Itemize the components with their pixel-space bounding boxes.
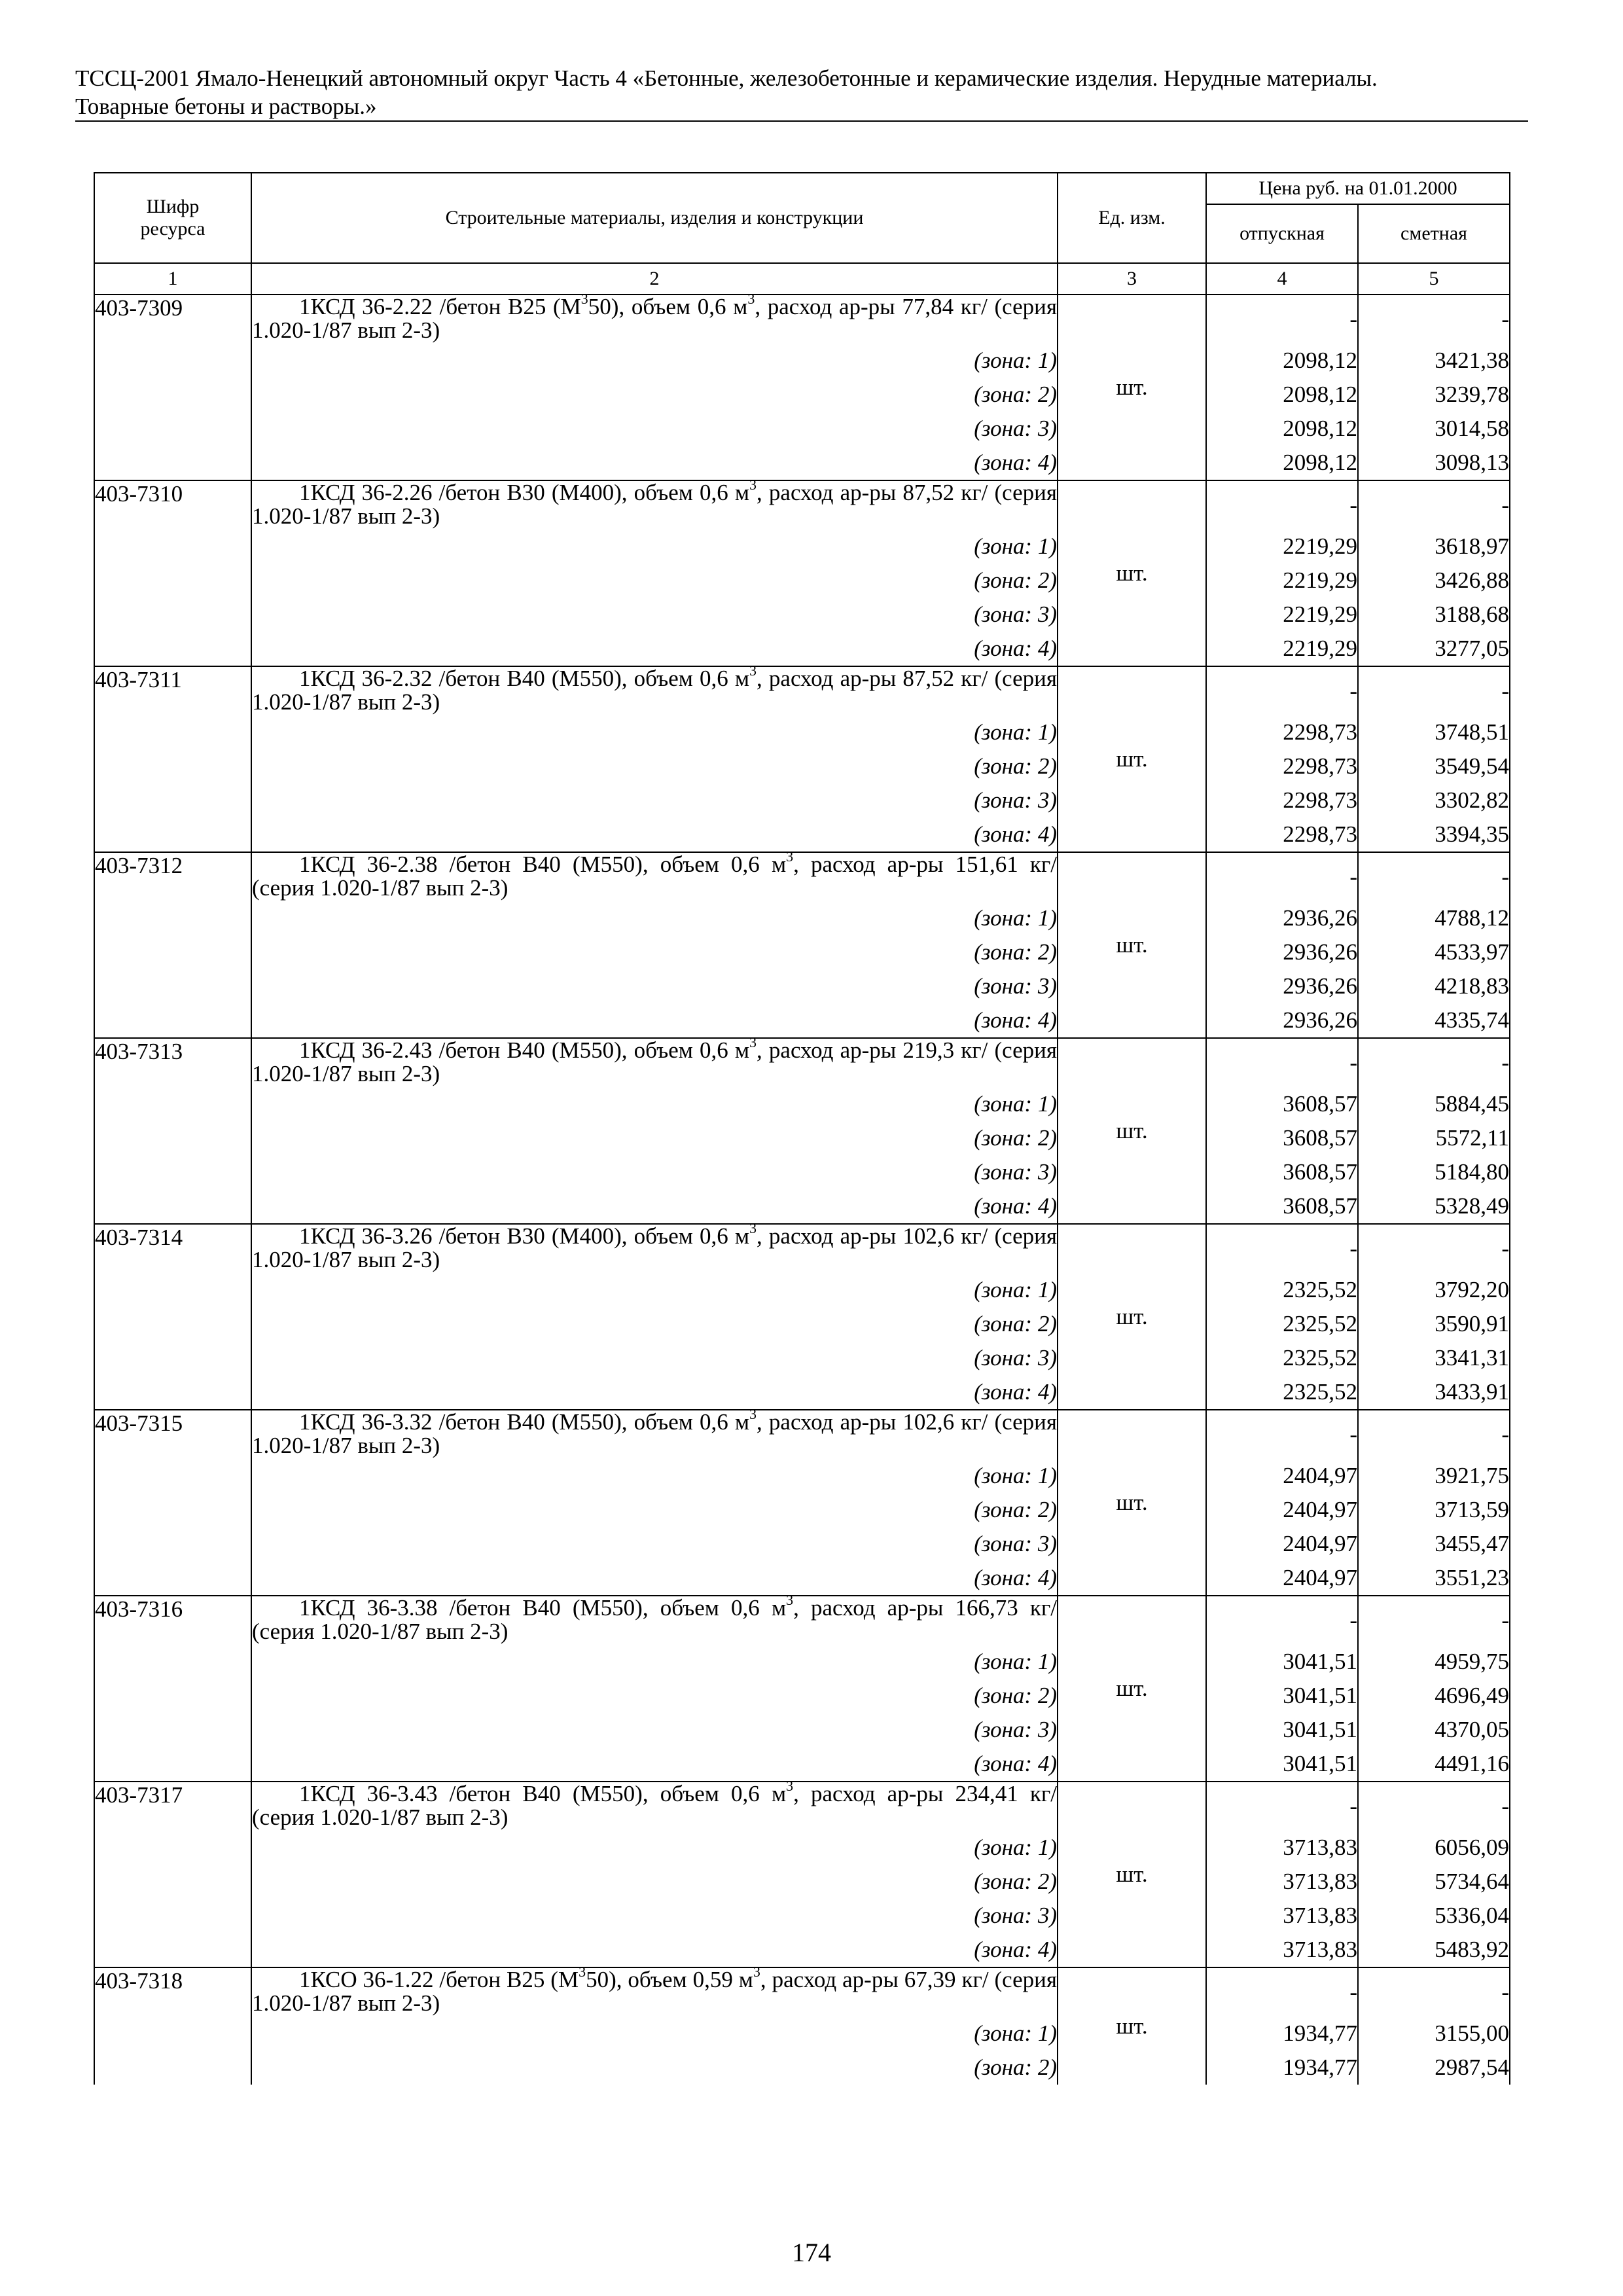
resource-code: 403-7317: [94, 1782, 251, 1967]
description-part-a: 1КСД 36-2.32 /бетон В40 (М550), объем 0,6 м: [299, 666, 750, 691]
zone-row: [94, 564, 1510, 598]
zone-label: (зона: 4): [251, 1003, 1058, 1038]
zone-estimate-price: 3014,58: [1358, 412, 1510, 446]
estimate-price: -: [1358, 1782, 1510, 1831]
zone-estimate-price: 4788,12: [1358, 901, 1510, 935]
zone-estimate-price: 5328,49: [1358, 1189, 1510, 1224]
zone-release-price: 2404,97: [1206, 1561, 1358, 1596]
zone-estimate-price: 3239,78: [1358, 378, 1510, 412]
zone-estimate-price: 3551,23: [1358, 1561, 1510, 1596]
zone-row: [94, 935, 1510, 969]
table-row: [94, 295, 1510, 344]
col-unit-header: Ед. изм.: [1058, 173, 1206, 263]
zone-estimate-price: 4335,74: [1358, 1003, 1510, 1038]
zone-row: [94, 378, 1510, 412]
superscript-a: 3: [786, 848, 794, 865]
zone-estimate-price: 3277,05: [1358, 632, 1510, 666]
col-number-3: 3: [1058, 263, 1206, 295]
zone-row: [94, 412, 1510, 446]
release-price: -: [1206, 480, 1358, 529]
zone-label: (зона: 2): [251, 1865, 1058, 1899]
resource-code: 403-7312: [94, 852, 251, 1038]
description-part-b: 50), объем 0,6 м: [588, 294, 748, 319]
zone-row: [94, 1341, 1510, 1375]
release-price: -: [1206, 1410, 1358, 1459]
zone-estimate-price: 3713,59: [1358, 1493, 1510, 1527]
zone-row: [94, 1899, 1510, 1933]
resource-code: 403-7318: [94, 1967, 251, 2085]
zone-estimate-price: 5884,45: [1358, 1087, 1510, 1121]
zone-label: (зона: 2): [251, 378, 1058, 412]
zone-estimate-price: 3792,20: [1358, 1273, 1510, 1307]
zone-label: (зона: 3): [251, 1341, 1058, 1375]
zone-release-price: 3608,57: [1206, 1087, 1358, 1121]
zone-estimate-price: 2987,54: [1358, 2051, 1510, 2085]
superscript-a: 3: [749, 1406, 757, 1423]
description-part-b: , расход ар-ры 151,61 кг/ (серия 1.020-1/87 вып 2-3): [252, 852, 1057, 901]
zone-label: (зона: 1): [251, 715, 1058, 749]
zone-release-price: 3041,51: [1206, 1679, 1358, 1713]
zone-label: (зона: 1): [251, 1459, 1058, 1493]
zone-estimate-price: 3155,00: [1358, 2017, 1510, 2051]
zone-release-price: 3713,83: [1206, 1865, 1358, 1899]
zone-row: [94, 1527, 1510, 1561]
unit-cell: шт.: [1058, 1967, 1206, 2085]
zone-release-price: 3041,51: [1206, 1713, 1358, 1747]
zone-release-price: 1934,77: [1206, 2017, 1358, 2051]
superscript-a: 3: [580, 291, 588, 308]
zone-release-price: 1934,77: [1206, 2051, 1358, 2085]
unit-cell: шт.: [1058, 480, 1206, 666]
resource-code: 403-7311: [94, 666, 251, 852]
resource-code: 403-7313: [94, 1038, 251, 1224]
zone-release-price: 3713,83: [1206, 1899, 1358, 1933]
zone-row: [94, 1155, 1510, 1189]
zone-release-price: 3713,83: [1206, 1831, 1358, 1865]
zone-row: [94, 1003, 1510, 1038]
zone-row: [94, 1189, 1510, 1224]
resource-code: 403-7315: [94, 1410, 251, 1596]
zone-label: (зона: 4): [251, 1561, 1058, 1596]
resource-code: 403-7309: [94, 295, 251, 480]
zone-release-price: 2219,29: [1206, 564, 1358, 598]
table-row: [94, 666, 1510, 715]
table-row: [94, 480, 1510, 529]
item-description: [251, 1406, 1058, 1459]
zone-release-price: 3608,57: [1206, 1121, 1358, 1155]
zone-estimate-price: 3921,75: [1358, 1459, 1510, 1493]
zone-row: [94, 1307, 1510, 1341]
zone-row: [94, 446, 1510, 480]
zone-row: [94, 2017, 1510, 2051]
zone-release-price: 2404,97: [1206, 1493, 1358, 1527]
header-line-1: ТССЦ-2001 Ямало-Ненецкий автономный округ Часть 4 «Бетонные, железобетонные и керамические изделия. Нерудные материалы.: [75, 65, 1378, 91]
zone-release-price: 2298,73: [1206, 715, 1358, 749]
zone-row: [94, 715, 1510, 749]
zone-estimate-price: 3433,91: [1358, 1375, 1510, 1410]
table-header: [94, 173, 1510, 295]
zone-row: [94, 1493, 1510, 1527]
zone-label: (зона: 2): [251, 749, 1058, 783]
zone-label: (зона: 2): [251, 935, 1058, 969]
zone-release-price: 2098,12: [1206, 412, 1358, 446]
zone-estimate-price: 3618,97: [1358, 529, 1510, 564]
zone-estimate-price: 3590,91: [1358, 1307, 1510, 1341]
zone-label: (зона: 1): [251, 901, 1058, 935]
table-row: [94, 1410, 1510, 1459]
estimate-price: -: [1358, 1967, 1510, 2017]
zone-release-price: 3608,57: [1206, 1189, 1358, 1224]
header-rule: [75, 120, 1528, 122]
zone-release-price: 2936,26: [1206, 901, 1358, 935]
zone-row: [94, 344, 1510, 378]
zone-estimate-price: 4491,16: [1358, 1747, 1510, 1782]
unit-cell: шт.: [1058, 852, 1206, 1038]
zone-label: (зона: 2): [251, 1121, 1058, 1155]
zone-label: (зона: 2): [251, 1493, 1058, 1527]
zone-estimate-price: 3394,35: [1358, 817, 1510, 852]
zone-estimate-price: 5184,80: [1358, 1155, 1510, 1189]
estimate-price: -: [1358, 1596, 1510, 1645]
superscript-b: 3: [747, 291, 755, 308]
zone-label: (зона: 2): [251, 564, 1058, 598]
price-table: [94, 172, 1510, 2085]
zone-estimate-price: 3748,51: [1358, 715, 1510, 749]
zone-estimate-price: 4218,83: [1358, 969, 1510, 1003]
zone-label: (зона: 1): [251, 1645, 1058, 1679]
zone-label: (зона: 4): [251, 1375, 1058, 1410]
zone-label: (зона: 1): [251, 2017, 1058, 2051]
col-estimate-header: сметная: [1358, 204, 1510, 263]
superscript-a: 3: [749, 476, 757, 493]
col-number-5: 5: [1358, 263, 1510, 295]
superscript-a: 3: [786, 1592, 794, 1609]
zone-row: [94, 1933, 1510, 1967]
estimate-price: -: [1358, 852, 1510, 901]
description-part-b: , расход ар-ры 87,52 кг/ (серия 1.020-1/87 вып 2-3): [252, 480, 1057, 529]
zone-estimate-price: 3549,54: [1358, 749, 1510, 783]
item-description: [251, 1964, 1058, 2017]
release-price: -: [1206, 1224, 1358, 1273]
unit-cell: шт.: [1058, 1410, 1206, 1596]
table-row: [94, 1038, 1510, 1087]
col-code-header: Шифр ресурса: [94, 173, 251, 263]
zone-estimate-price: 4696,49: [1358, 1679, 1510, 1713]
table-row: [94, 1967, 1510, 2017]
zone-label: (зона: 3): [251, 969, 1058, 1003]
estimate-price: -: [1358, 666, 1510, 715]
col-price-header: Цена руб. на 01.01.2000: [1206, 173, 1510, 204]
description-part-b: , расход ар-ры 102,6 кг/ (серия 1.020-1/87 вып 2-3): [252, 1223, 1057, 1272]
description-part-a: 1КСД 36-2.38 /бетон В40 (М550), объем 0,6 м: [299, 852, 787, 877]
description-part-c: , расход ар-ры 77,84 кг/ (серия 1.020-1/87 вып 2-3): [252, 294, 1057, 343]
zone-release-price: 2098,12: [1206, 344, 1358, 378]
zone-label: (зона: 1): [251, 1273, 1058, 1307]
zone-release-price: 2098,12: [1206, 378, 1358, 412]
zone-label: (зона: 1): [251, 1087, 1058, 1121]
zone-release-price: 2936,26: [1206, 935, 1358, 969]
zone-label: (зона: 1): [251, 529, 1058, 564]
zone-release-price: 3608,57: [1206, 1155, 1358, 1189]
zone-estimate-price: 4959,75: [1358, 1645, 1510, 1679]
zone-estimate-price: 3302,82: [1358, 783, 1510, 817]
zone-release-price: 2936,26: [1206, 969, 1358, 1003]
description-part-a: 1КСД 36-2.26 /бетон В30 (М400), объем 0,6 м: [299, 480, 750, 505]
unit-cell: шт.: [1058, 1224, 1206, 1410]
table-row: [94, 1224, 1510, 1273]
zone-row: [94, 969, 1510, 1003]
item-description: [251, 662, 1058, 715]
description-part-a: 1КСД 36-3.32 /бетон В40 (М550), объем 0,6 м: [299, 1409, 750, 1435]
release-price: -: [1206, 666, 1358, 715]
zone-row: [94, 529, 1510, 564]
zone-release-price: 2325,52: [1206, 1341, 1358, 1375]
estimate-price: -: [1358, 1224, 1510, 1273]
zone-label: (зона: 3): [251, 783, 1058, 817]
zone-release-price: 2219,29: [1206, 632, 1358, 666]
superscript-a: 3: [749, 1034, 757, 1051]
zone-release-price: 2404,97: [1206, 1527, 1358, 1561]
zone-estimate-price: 3341,31: [1358, 1341, 1510, 1375]
zone-row: [94, 632, 1510, 666]
description-part-b: 50), объем 0,59 м: [586, 1967, 753, 1992]
estimate-price: -: [1358, 295, 1510, 344]
zone-label: (зона: 2): [251, 1307, 1058, 1341]
zone-row: [94, 901, 1510, 935]
zone-release-price: 2936,26: [1206, 1003, 1358, 1038]
zone-release-price: 2298,73: [1206, 783, 1358, 817]
zone-label: (зона: 3): [251, 598, 1058, 632]
description-part-b: , расход ар-ры 219,3 кг/ (серия 1.020-1/87 вып 2-3): [252, 1037, 1057, 1086]
col-number-1: 1: [94, 263, 251, 295]
release-price: -: [1206, 1782, 1358, 1831]
zone-label: (зона: 1): [251, 1831, 1058, 1865]
zone-row: [94, 1865, 1510, 1899]
description-part-b: , расход ар-ры 102,6 кг/ (серия 1.020-1/87 вып 2-3): [252, 1409, 1057, 1458]
zone-estimate-price: 3421,38: [1358, 344, 1510, 378]
zone-row: [94, 1087, 1510, 1121]
zone-estimate-price: 5734,64: [1358, 1865, 1510, 1899]
zone-row: [94, 749, 1510, 783]
col-number-2: 2: [251, 263, 1058, 295]
page-number: 174: [792, 2238, 831, 2267]
unit-cell: шт.: [1058, 666, 1206, 852]
resource-code: 403-7310: [94, 480, 251, 666]
zone-row: [94, 2051, 1510, 2085]
zone-release-price: 2325,52: [1206, 1375, 1358, 1410]
zone-row: [94, 598, 1510, 632]
zone-estimate-price: 3098,13: [1358, 446, 1510, 480]
zone-release-price: 3041,51: [1206, 1747, 1358, 1782]
zone-row: [94, 1747, 1510, 1782]
release-price: -: [1206, 1967, 1358, 2017]
column-numbers-row: [94, 263, 1510, 295]
col-number-4: 4: [1206, 263, 1358, 295]
table-body: [94, 291, 1510, 2085]
zone-estimate-price: 5572,11: [1358, 1121, 1510, 1155]
table-row: [94, 1596, 1510, 1645]
description-part-a: 1КСД 36-3.38 /бетон В40 (М550), объем 0,6 м: [299, 1595, 787, 1621]
zone-row: [94, 1679, 1510, 1713]
zone-row: [94, 1121, 1510, 1155]
header-line-2: Товарные бетоны и растворы.»: [75, 94, 377, 119]
table-row: [94, 852, 1510, 901]
zone-release-price: 2325,52: [1206, 1273, 1358, 1307]
description-part-b: , расход ар-ры 87,52 кг/ (серия 1.020-1/87 вып 2-3): [252, 666, 1057, 715]
zone-label: (зона: 3): [251, 1155, 1058, 1189]
zone-row: [94, 1459, 1510, 1493]
unit-cell: шт.: [1058, 1782, 1206, 1967]
zone-estimate-price: 4370,05: [1358, 1713, 1510, 1747]
zone-label: (зона: 4): [251, 1747, 1058, 1782]
resource-code: 403-7314: [94, 1224, 251, 1410]
item-description: [251, 1592, 1058, 1645]
zone-estimate-price: 6056,09: [1358, 1831, 1510, 1865]
superscript-a: 3: [786, 1778, 794, 1795]
zone-row: [94, 783, 1510, 817]
release-price: -: [1206, 1038, 1358, 1087]
release-price: -: [1206, 1596, 1358, 1645]
page-header: [75, 64, 1528, 120]
description-part-a: 1КСД 36-2.22 /бетон В25 (М: [299, 294, 581, 319]
zone-row: [94, 1561, 1510, 1596]
estimate-price: -: [1358, 480, 1510, 529]
description-part-c: , расход ар-ры 67,39 кг/ (серия 1.020-1/87 вып 2-3): [252, 1967, 1057, 2016]
zone-estimate-price: 3426,88: [1358, 564, 1510, 598]
zone-label: (зона: 1): [251, 344, 1058, 378]
table-row: [94, 1782, 1510, 1831]
unit-cell: шт.: [1058, 295, 1206, 480]
zone-label: (зона: 2): [251, 1679, 1058, 1713]
superscript-a: 3: [749, 662, 757, 679]
zone-release-price: 2219,29: [1206, 598, 1358, 632]
zone-row: [94, 1831, 1510, 1865]
zone-estimate-price: 3455,47: [1358, 1527, 1510, 1561]
description-part-b: , расход ар-ры 234,41 кг/ (серия 1.020-1/87 вып 2-3): [252, 1781, 1057, 1830]
zone-row: [94, 1375, 1510, 1410]
item-description: [251, 1034, 1058, 1087]
item-description: [251, 291, 1058, 344]
item-description: [251, 476, 1058, 529]
description-part-a: 1КСД 36-3.26 /бетон В30 (М400), объем 0,6 м: [299, 1223, 750, 1249]
zone-row: [94, 1273, 1510, 1307]
zone-release-price: 2404,97: [1206, 1459, 1358, 1493]
superscript-b: 3: [753, 1964, 760, 1981]
zone-estimate-price: 5336,04: [1358, 1899, 1510, 1933]
item-description: [251, 1778, 1058, 1831]
zone-label: (зона: 3): [251, 412, 1058, 446]
superscript-a: 3: [579, 1964, 586, 1981]
zone-label: (зона: 3): [251, 1899, 1058, 1933]
zone-row: [94, 1645, 1510, 1679]
unit-cell: шт.: [1058, 1596, 1206, 1782]
zone-release-price: 2098,12: [1206, 446, 1358, 480]
zone-release-price: 3713,83: [1206, 1933, 1358, 1967]
zone-row: [94, 1713, 1510, 1747]
col-release-header: отпускная: [1206, 204, 1358, 263]
zone-label: (зона: 4): [251, 446, 1058, 480]
zone-label: (зона: 4): [251, 632, 1058, 666]
unit-cell: шт.: [1058, 1038, 1206, 1224]
zone-estimate-price: 5483,92: [1358, 1933, 1510, 1967]
zone-label: (зона: 4): [251, 817, 1058, 852]
zone-label: (зона: 4): [251, 1189, 1058, 1224]
release-price: -: [1206, 852, 1358, 901]
superscript-a: 3: [749, 1220, 757, 1237]
zone-release-price: 3041,51: [1206, 1645, 1358, 1679]
col-name-header: Строительные материалы, изделия и конструкции: [251, 173, 1058, 263]
zone-release-price: 2219,29: [1206, 529, 1358, 564]
estimate-price: -: [1358, 1410, 1510, 1459]
zone-release-price: 2298,73: [1206, 817, 1358, 852]
estimate-price: -: [1358, 1038, 1510, 1087]
zone-label: (зона: 3): [251, 1527, 1058, 1561]
description-part-a: 1КСД 36-2.43 /бетон В40 (М550), объем 0,6 м: [299, 1037, 750, 1063]
zone-row: [94, 817, 1510, 852]
item-description: [251, 1220, 1058, 1273]
zone-label: (зона: 2): [251, 2051, 1058, 2085]
zone-estimate-price: 4533,97: [1358, 935, 1510, 969]
description-part-a: 1КСО 36-1.22 /бетон В25 (М: [299, 1967, 579, 1992]
release-price: -: [1206, 295, 1358, 344]
item-description: [251, 848, 1058, 901]
description-part-b: , расход ар-ры 166,73 кг/ (серия 1.020-1/87 вып 2-3): [252, 1595, 1057, 1644]
zone-release-price: 2298,73: [1206, 749, 1358, 783]
zone-estimate-price: 3188,68: [1358, 598, 1510, 632]
zone-label: (зона: 4): [251, 1933, 1058, 1967]
zone-label: (зона: 3): [251, 1713, 1058, 1747]
description-part-a: 1КСД 36-3.43 /бетон В40 (М550), объем 0,6 м: [299, 1781, 787, 1806]
zone-release-price: 2325,52: [1206, 1307, 1358, 1341]
resource-code: 403-7316: [94, 1596, 251, 1782]
